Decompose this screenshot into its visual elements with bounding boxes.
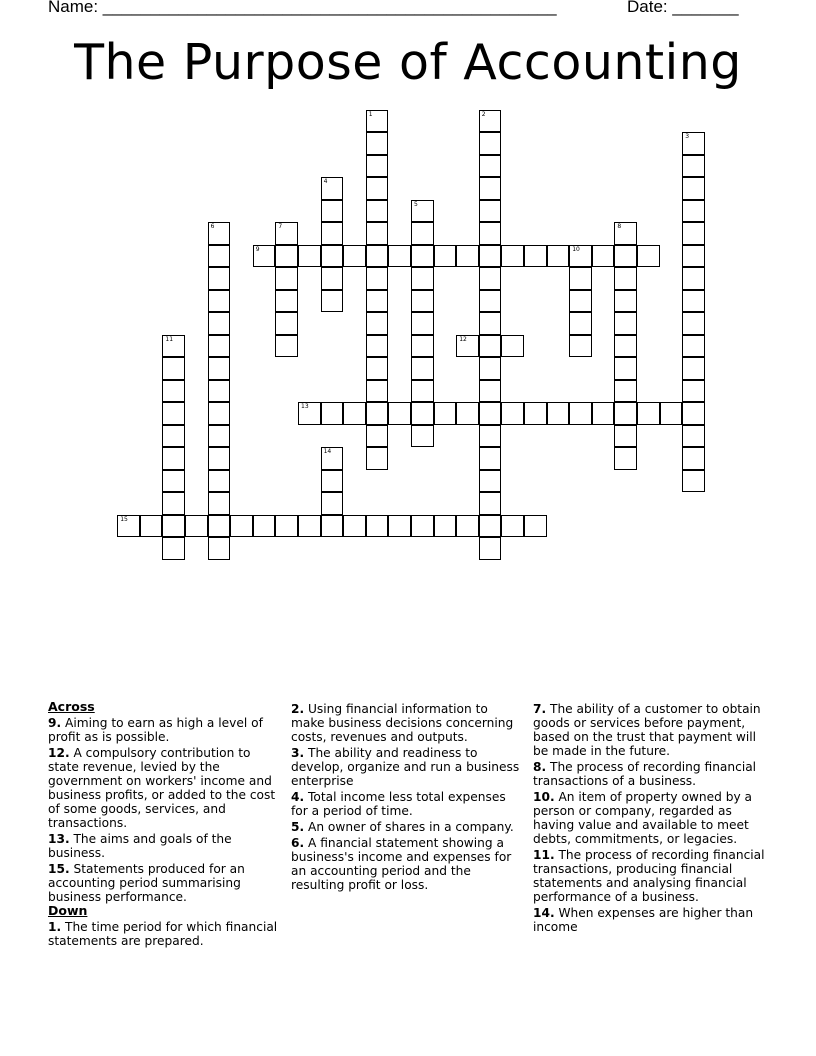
grid-cell[interactable] bbox=[569, 267, 592, 290]
grid-cell[interactable] bbox=[682, 222, 705, 245]
clue-text: The time period for which financial statements are prepared. bbox=[48, 920, 278, 948]
grid-cell[interactable] bbox=[614, 222, 637, 245]
clue-text: An item of property owned by a person or company, regarded as having value and available to meet debts, commitments, or legacies. bbox=[533, 790, 753, 846]
cell-number: 5 bbox=[414, 200, 418, 208]
grid-cell[interactable] bbox=[434, 402, 457, 425]
grid-cell[interactable] bbox=[162, 357, 185, 380]
grid-cell[interactable] bbox=[208, 447, 231, 470]
grid-cell[interactable] bbox=[614, 245, 637, 268]
clue-text: The process of recording financial transactions of a business. bbox=[533, 760, 757, 788]
grid-cell[interactable] bbox=[366, 312, 389, 335]
clue-number: 14. bbox=[533, 906, 555, 920]
grid-cell[interactable] bbox=[366, 515, 389, 538]
grid-cell[interactable] bbox=[682, 290, 705, 313]
clue-down-2 bbox=[291, 702, 523, 744]
grid-cell[interactable] bbox=[366, 335, 389, 358]
grid-cell[interactable] bbox=[411, 402, 434, 425]
grid-cell[interactable] bbox=[321, 177, 344, 200]
clue-number: 15. bbox=[48, 862, 70, 876]
cell-number: 7 bbox=[278, 223, 283, 230]
clue-text: A financial statement showing a business's income and expenses for an accounting period and the resulting profit or loss. bbox=[291, 836, 512, 892]
grid-cell[interactable] bbox=[366, 245, 389, 268]
grid-cell[interactable] bbox=[614, 290, 637, 313]
clue-down-1 bbox=[48, 920, 284, 948]
grid-cell[interactable] bbox=[479, 312, 502, 335]
grid-cell[interactable] bbox=[275, 515, 298, 538]
grid-cell[interactable] bbox=[117, 515, 140, 538]
grid-cell[interactable] bbox=[208, 312, 231, 335]
grid-cell[interactable] bbox=[479, 380, 502, 403]
clue-across-12 bbox=[48, 746, 284, 830]
down-heading: Down bbox=[48, 903, 88, 918]
grid-cell[interactable] bbox=[479, 222, 502, 245]
grid-cell[interactable] bbox=[411, 515, 434, 538]
grid-cell[interactable] bbox=[388, 515, 411, 538]
clue-text: Aiming to earn as high a level of profit as is possible. bbox=[48, 716, 263, 744]
grid-cell[interactable] bbox=[456, 245, 479, 268]
grid-cell[interactable] bbox=[275, 335, 298, 358]
grid-cell[interactable] bbox=[253, 515, 276, 538]
clues-column-2 bbox=[291, 700, 523, 892]
grid-cell[interactable] bbox=[253, 245, 276, 268]
clue-text: An owner of shares in a company. bbox=[308, 820, 514, 834]
grid-cell[interactable] bbox=[208, 357, 231, 380]
grid-cell[interactable] bbox=[479, 335, 502, 358]
grid-cell[interactable] bbox=[479, 515, 502, 538]
grid-cell[interactable] bbox=[162, 335, 185, 358]
grid-cell[interactable] bbox=[479, 267, 502, 290]
grid-cell[interactable] bbox=[366, 402, 389, 425]
clues-column-1 bbox=[48, 700, 284, 948]
grid-cell[interactable] bbox=[321, 200, 344, 223]
grid-cell[interactable] bbox=[275, 290, 298, 313]
name-field-label: Name: ________________________________________________ bbox=[48, 0, 557, 16]
grid-cell[interactable] bbox=[208, 267, 231, 290]
grid-cell[interactable] bbox=[592, 245, 615, 268]
grid-cell[interactable] bbox=[321, 515, 344, 538]
grid-cell[interactable] bbox=[343, 402, 366, 425]
grid-cell[interactable] bbox=[479, 200, 502, 223]
grid-cell[interactable] bbox=[411, 222, 434, 245]
grid-cell[interactable] bbox=[614, 425, 637, 448]
grid-cell[interactable] bbox=[208, 402, 231, 425]
grid-cell[interactable] bbox=[298, 245, 321, 268]
grid-cell[interactable] bbox=[321, 222, 344, 245]
grid-cell[interactable] bbox=[208, 245, 231, 268]
grid-cell[interactable] bbox=[569, 245, 592, 268]
grid-cell[interactable] bbox=[185, 515, 208, 538]
grid-cell[interactable] bbox=[366, 357, 389, 380]
cell-number: 13 bbox=[301, 403, 309, 410]
clue-number: 5. bbox=[291, 820, 305, 834]
grid-cell[interactable] bbox=[614, 402, 637, 425]
grid-cell[interactable] bbox=[456, 335, 479, 358]
grid-cell[interactable] bbox=[321, 470, 344, 493]
grid-cell[interactable] bbox=[321, 245, 344, 268]
grid-cell[interactable] bbox=[614, 357, 637, 380]
clue-text: The ability of a customer to obtain goods or services before payment, based on the trust that payment will be made in the future. bbox=[533, 702, 761, 758]
grid-cell[interactable] bbox=[366, 447, 389, 470]
grid-cell[interactable] bbox=[501, 402, 524, 425]
grid-cell[interactable] bbox=[275, 222, 298, 245]
clue-text: The process of recording financial transactions, producing financial statements and analysing financial performance of a business. bbox=[533, 848, 765, 904]
grid-cell[interactable] bbox=[479, 402, 502, 425]
grid-cell[interactable] bbox=[366, 222, 389, 245]
clue-down-8 bbox=[533, 760, 769, 788]
clue-down-7 bbox=[533, 702, 769, 758]
clue-down-6 bbox=[291, 836, 523, 892]
grid-cell[interactable] bbox=[162, 537, 185, 560]
grid-cell[interactable] bbox=[366, 177, 389, 200]
cell-number: 11 bbox=[165, 335, 174, 343]
grid-cell[interactable] bbox=[411, 380, 434, 403]
grid-cell[interactable] bbox=[614, 380, 637, 403]
cell-number: 10 bbox=[572, 245, 580, 253]
grid-cell[interactable] bbox=[208, 290, 231, 313]
grid-cell[interactable] bbox=[682, 312, 705, 335]
grid-cell[interactable] bbox=[524, 402, 547, 425]
clue-down-14 bbox=[533, 906, 769, 934]
grid-cell[interactable] bbox=[434, 245, 457, 268]
grid-cell[interactable] bbox=[479, 245, 502, 268]
cell-number: 1 bbox=[368, 110, 373, 118]
grid-cell[interactable] bbox=[366, 290, 389, 313]
cell-number: 2 bbox=[481, 110, 486, 118]
grid-cell[interactable] bbox=[682, 335, 705, 358]
across-heading: Across bbox=[48, 699, 95, 714]
grid-cell[interactable] bbox=[682, 177, 705, 200]
grid-cell[interactable] bbox=[682, 425, 705, 448]
clue-number: 9. bbox=[48, 716, 62, 730]
cell-number: 12 bbox=[459, 335, 467, 343]
grid-cell[interactable] bbox=[411, 312, 434, 335]
clue-number: 12. bbox=[48, 746, 70, 760]
grid-cell[interactable] bbox=[479, 177, 502, 200]
grid-cell[interactable] bbox=[682, 267, 705, 290]
grid-cell[interactable] bbox=[592, 402, 615, 425]
grid-cell[interactable] bbox=[275, 245, 298, 268]
clue-text: Statements produced for an accounting period summarising business performance. bbox=[48, 862, 245, 904]
clue-text: Using financial information to make business decisions concerning costs, revenues and outputs. bbox=[291, 702, 514, 744]
grid-cell[interactable] bbox=[411, 267, 434, 290]
grid-cell[interactable] bbox=[479, 290, 502, 313]
grid-cell[interactable] bbox=[614, 312, 637, 335]
grid-cell[interactable] bbox=[162, 425, 185, 448]
clue-text: Total income less total expenses for a period of time. bbox=[291, 790, 506, 818]
clue-number: 4. bbox=[291, 790, 305, 804]
clue-down-3 bbox=[291, 746, 523, 788]
grid-cell[interactable] bbox=[547, 245, 570, 268]
clue-number: 7. bbox=[533, 702, 547, 716]
grid-cell[interactable] bbox=[208, 222, 231, 245]
grid-cell[interactable] bbox=[682, 245, 705, 268]
grid-cell[interactable] bbox=[569, 402, 592, 425]
clue-number: 3. bbox=[291, 746, 305, 760]
grid-cell[interactable] bbox=[682, 447, 705, 470]
grid-cell[interactable] bbox=[501, 245, 524, 268]
grid-cell[interactable] bbox=[479, 425, 502, 448]
grid-cell[interactable] bbox=[162, 380, 185, 403]
clue-number: 2. bbox=[291, 702, 305, 716]
grid-cell[interactable] bbox=[366, 110, 389, 133]
grid-cell[interactable] bbox=[682, 357, 705, 380]
grid-cell[interactable] bbox=[479, 470, 502, 493]
grid-cell[interactable] bbox=[140, 515, 163, 538]
grid-cell[interactable] bbox=[501, 515, 524, 538]
clue-text: The ability and readiness to develop, organize and run a business enterprise bbox=[291, 746, 520, 788]
cell-number: 14 bbox=[323, 448, 332, 455]
grid-cell[interactable] bbox=[162, 492, 185, 515]
grid-cell[interactable] bbox=[321, 290, 344, 313]
grid-cell[interactable] bbox=[208, 470, 231, 493]
grid-cell[interactable] bbox=[208, 335, 231, 358]
cell-number: 4 bbox=[323, 178, 328, 185]
clue-down-10 bbox=[533, 790, 769, 846]
grid-cell[interactable] bbox=[298, 402, 321, 425]
grid-cell[interactable] bbox=[366, 155, 389, 178]
grid-cell[interactable] bbox=[682, 155, 705, 178]
grid-cell[interactable] bbox=[479, 155, 502, 178]
clue-number: 1. bbox=[48, 920, 62, 934]
grid-cell[interactable] bbox=[366, 200, 389, 223]
grid-cell[interactable] bbox=[479, 492, 502, 515]
grid-cell[interactable] bbox=[208, 537, 231, 560]
grid-cell[interactable] bbox=[366, 267, 389, 290]
clue-number: 10. bbox=[533, 790, 555, 804]
grid-cell[interactable] bbox=[501, 335, 524, 358]
grid-cell[interactable] bbox=[547, 402, 570, 425]
grid-cell[interactable] bbox=[682, 200, 705, 223]
clues-column-3 bbox=[533, 700, 769, 934]
cell-number: 8 bbox=[617, 223, 622, 230]
grid-cell[interactable] bbox=[411, 200, 434, 223]
grid-cell[interactable] bbox=[637, 402, 660, 425]
grid-cell[interactable] bbox=[614, 335, 637, 358]
grid-cell[interactable] bbox=[637, 245, 660, 268]
grid-cell[interactable] bbox=[682, 132, 705, 155]
grid-cell[interactable] bbox=[614, 267, 637, 290]
grid-cell[interactable] bbox=[208, 380, 231, 403]
grid-cell[interactable] bbox=[321, 267, 344, 290]
clue-across-15 bbox=[48, 862, 284, 904]
clue-number: 6. bbox=[291, 836, 305, 850]
cell-number: 15 bbox=[120, 515, 128, 523]
grid-cell[interactable] bbox=[162, 515, 185, 538]
clue-down-11 bbox=[533, 848, 769, 904]
page-title: The Purpose of Accounting bbox=[74, 34, 742, 91]
grid-cell[interactable] bbox=[343, 515, 366, 538]
grid-cell[interactable] bbox=[321, 402, 344, 425]
grid-cell[interactable] bbox=[343, 245, 366, 268]
grid-cell[interactable] bbox=[366, 132, 389, 155]
grid-cell[interactable] bbox=[411, 290, 434, 313]
grid-cell[interactable] bbox=[479, 447, 502, 470]
grid-cell[interactable] bbox=[479, 357, 502, 380]
grid-cell[interactable] bbox=[479, 110, 502, 133]
clue-text: The aims and goals of the business. bbox=[48, 832, 232, 860]
grid-cell[interactable] bbox=[434, 515, 457, 538]
grid-cell[interactable] bbox=[275, 267, 298, 290]
grid-cell[interactable] bbox=[162, 447, 185, 470]
grid-cell[interactable] bbox=[321, 447, 344, 470]
grid-cell[interactable] bbox=[298, 515, 321, 538]
grid-cell[interactable] bbox=[208, 515, 231, 538]
grid-cell[interactable] bbox=[388, 402, 411, 425]
grid-cell[interactable] bbox=[275, 312, 298, 335]
date-field-label: Date: _______ bbox=[627, 0, 739, 16]
cell-number: 9 bbox=[255, 245, 260, 253]
clue-down-4 bbox=[291, 790, 523, 818]
clue-number: 11. bbox=[533, 848, 555, 862]
grid-cell[interactable] bbox=[411, 335, 434, 358]
grid-cell[interactable] bbox=[479, 537, 502, 560]
grid-cell[interactable] bbox=[230, 515, 253, 538]
grid-cell[interactable] bbox=[524, 515, 547, 538]
clue-text: A compulsory contribution to state revenue, levied by the government on workers' income and business profits, or added to the cost of some goods, services, and transactions. bbox=[48, 746, 276, 830]
clue-across-13 bbox=[48, 832, 284, 860]
grid-cell[interactable] bbox=[569, 312, 592, 335]
grid-cell[interactable] bbox=[614, 447, 637, 470]
grid-cell[interactable] bbox=[569, 335, 592, 358]
grid-cell[interactable] bbox=[569, 290, 592, 313]
grid-cell[interactable] bbox=[162, 402, 185, 425]
grid-cell[interactable] bbox=[208, 492, 231, 515]
grid-cell[interactable] bbox=[162, 470, 185, 493]
grid-cell[interactable] bbox=[456, 402, 479, 425]
grid-cell[interactable] bbox=[411, 245, 434, 268]
grid-cell[interactable] bbox=[366, 425, 389, 448]
grid-cell[interactable] bbox=[208, 425, 231, 448]
grid-cell[interactable] bbox=[411, 425, 434, 448]
clue-text: When expenses are higher than income bbox=[533, 906, 754, 934]
grid-cell[interactable] bbox=[479, 132, 502, 155]
grid-cell[interactable] bbox=[321, 492, 344, 515]
clue-number: 8. bbox=[533, 760, 547, 774]
cell-number: 3 bbox=[685, 133, 690, 140]
grid-cell[interactable] bbox=[456, 515, 479, 538]
grid-cell[interactable] bbox=[682, 402, 705, 425]
clue-number: 13. bbox=[48, 832, 70, 846]
clue-across-9 bbox=[48, 716, 284, 744]
cell-number: 6 bbox=[210, 223, 215, 230]
grid-cell[interactable] bbox=[682, 380, 705, 403]
grid-cell[interactable] bbox=[660, 402, 683, 425]
grid-cell[interactable] bbox=[524, 245, 547, 268]
grid-cell[interactable] bbox=[366, 380, 389, 403]
grid-cell[interactable] bbox=[388, 245, 411, 268]
grid-cell[interactable] bbox=[682, 470, 705, 493]
clue-down-5 bbox=[291, 820, 523, 834]
grid-cell[interactable] bbox=[411, 357, 434, 380]
